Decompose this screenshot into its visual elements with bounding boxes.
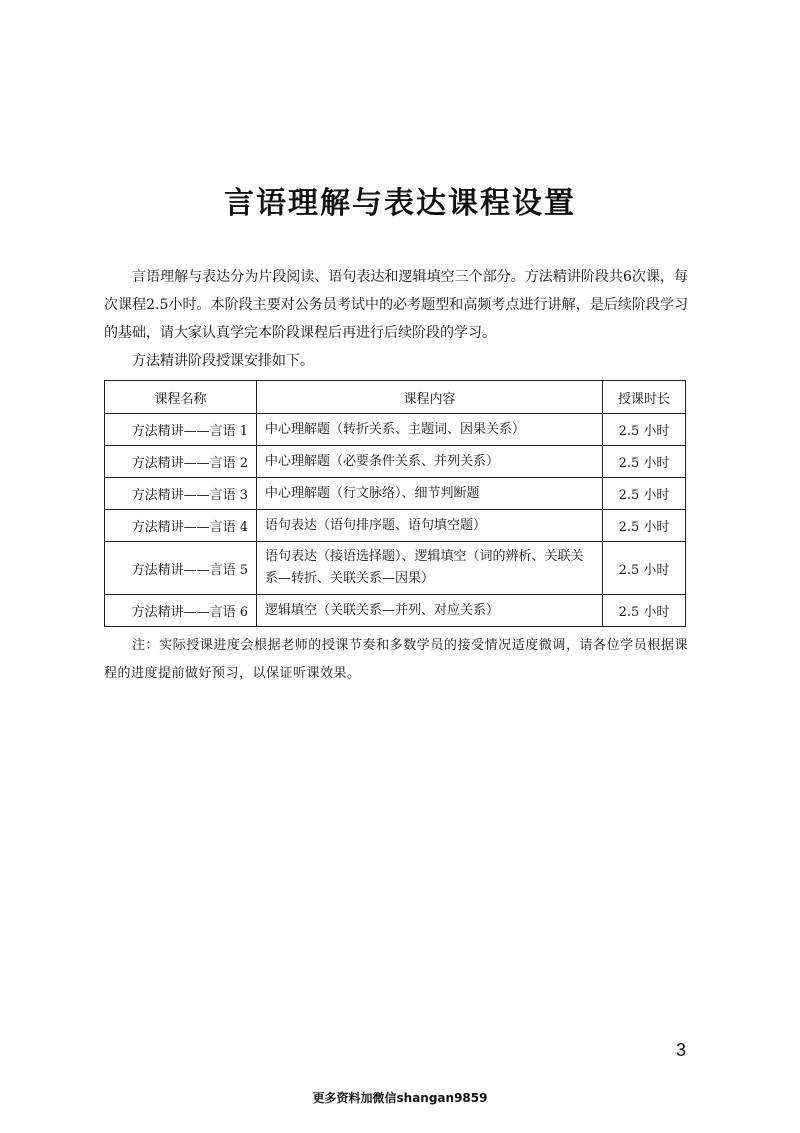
lesson-duration-cell: 2.5 小时: [603, 595, 686, 627]
table-row: [105, 595, 686, 627]
lesson-name-cell: 方法精讲——言语 2: [105, 446, 257, 478]
intro-paragraph: 言语理解与表达分为片段阅读、语句表达和逻辑填空三个部分。方法精讲阶段共6次课，每次课程2.5小时。本阶段主要对公务员考试中的必考题型和高频考点进行讲解，是后续阶段学习的基础，请大家认真学完本阶段课程后再进行后续阶段的学习。: [104, 269, 688, 341]
lesson-name-cell: 方法精讲——言语 4: [105, 510, 257, 542]
lesson-name-cell: 方法精讲——言语 5: [105, 542, 257, 595]
lesson-content-cell: 逻辑填空（关联关系—并列、对应关系）: [257, 595, 603, 627]
header-lesson-content: 课程内容: [257, 381, 603, 414]
lesson-duration-cell: 2.5 小时: [603, 478, 686, 510]
page-number: 3: [676, 1040, 687, 1060]
schedule-table: [104, 380, 686, 627]
lesson-duration-cell: 2.5 小时: [603, 510, 686, 542]
page-title: 言语理解与表达课程设置: [224, 186, 576, 221]
lesson-content-cell: 语句表达（语句排序题、语句填空题）: [257, 510, 603, 542]
lesson-content-cell: 中心理解题（转折关系、主题词、因果关系）: [257, 414, 603, 446]
lesson-duration-cell: 2.5 小时: [603, 414, 686, 446]
lesson-duration-cell: 2.5 小时: [603, 446, 686, 478]
lesson-content-cell: 中心理解题（行文脉络）、细节判断题: [257, 478, 603, 510]
header-lesson-name: 课程名称: [105, 381, 257, 414]
schedule-lead-in: 方法精讲阶段授课安排如下。: [132, 353, 314, 369]
table-row: [105, 446, 686, 478]
table-header-row: [105, 381, 686, 414]
intro-section: [104, 263, 688, 375]
schedule-note: 注：实际授课进度会根据老师的授课节奏和多数学员的接受情况适度微调，请各位学员根据课程的进度提前做好预习，以保证听课效果。: [104, 638, 688, 681]
lesson-content-cell: 中心理解题（必要条件关系、并列关系）: [257, 446, 603, 478]
table-row: [105, 478, 686, 510]
table-row: [105, 414, 686, 446]
footer-contact-note: 更多资料加微信shangan9859: [312, 1091, 488, 1105]
lesson-name-cell: 方法精讲——言语 1: [105, 414, 257, 446]
header-duration: 授课时长: [603, 381, 686, 414]
lesson-duration-cell: 2.5 小时: [603, 542, 686, 595]
table-row: [105, 542, 686, 595]
lesson-name-cell: 方法精讲——言语 6: [105, 595, 257, 627]
lesson-name-cell: 方法精讲——言语 3: [105, 478, 257, 510]
table-row: [105, 510, 686, 542]
lesson-content-cell: 语句表达（接语选择题）、逻辑填空（词的辨析、关联关系—转折、关联关系—因果）: [257, 542, 603, 595]
